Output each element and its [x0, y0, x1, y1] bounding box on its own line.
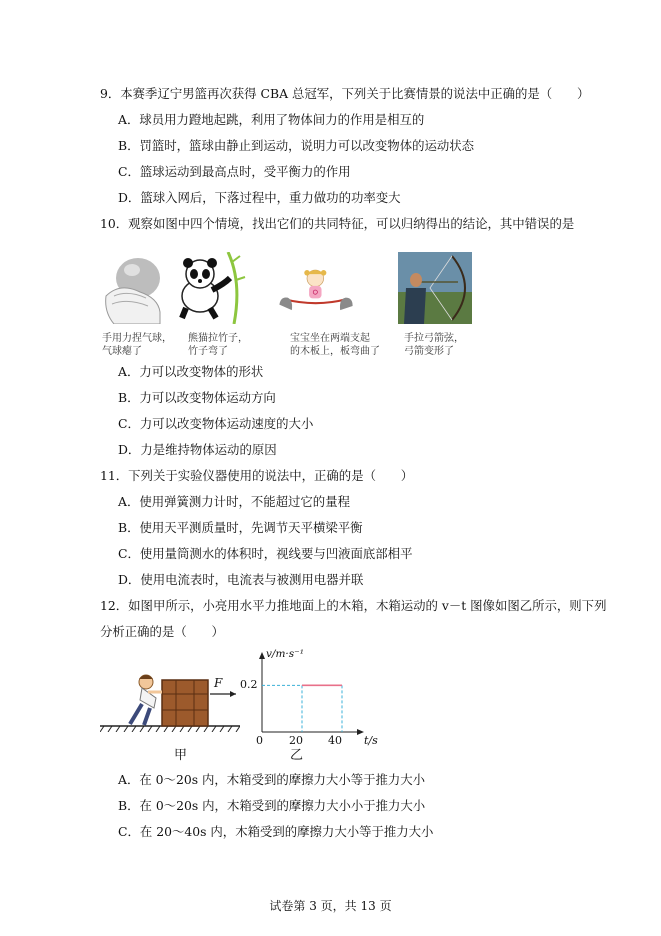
q9-option-d: D．篮球入网后，下落过程中，重力做功的功率变大 — [118, 190, 401, 205]
fig-left-label: 甲 — [174, 748, 188, 763]
fig-right-label: 乙 — [290, 748, 304, 763]
baby-plank-image — [278, 252, 354, 324]
caption-3-line1: 宝宝坐在两端支起 — [290, 333, 370, 344]
q11-option-c: C．使用量筒测水的体积时，视线要与凹液面底部相平 — [118, 546, 413, 561]
q11-option-b: B．使用天平测质量时，先调节天平横梁平衡 — [118, 520, 363, 535]
q9-option-b: B．罚篮时，篮球由静止到运动，说明力可以改变物体的运动状态 — [118, 138, 475, 153]
x-tick-40: 40 — [328, 734, 342, 747]
caption-2-line1: 熊猫拉竹子， — [188, 333, 248, 344]
q9-option-a: A．球员用力蹬地起跳，利用了物体间力的作用是相互的 — [118, 112, 425, 127]
x-tick-20: 20 — [289, 734, 303, 747]
page-footer: 试卷第 3 页，共 13 页 — [269, 899, 392, 913]
q12-option-b: B．在 0～20s 内，木箱受到的摩擦力大小小于推力大小 — [118, 798, 426, 813]
archer-bow-image — [398, 252, 472, 324]
chart-ylabel: v/m·s⁻¹ — [266, 648, 304, 660]
y-tick-0.2: 0.2 — [240, 678, 258, 691]
q10-option-a: A．力可以改变物体的形状 — [118, 364, 264, 379]
caption-2-line2: 竹子弯了 — [188, 346, 228, 357]
q11-stem: 11．下列关于实验仪器使用的说法中，正确的是（ ） — [100, 468, 414, 483]
caption-1-line1: 手用力捏气球， — [102, 333, 172, 344]
q10-stem: 10．观察如图中四个情境，找出它们的共同特征，可以归纳得出的结论，其中错误的是 — [100, 216, 575, 231]
q9-stem: 9．本赛季辽宁男篮再次获得 CBA 总冠军，下列关于比赛情景的说法中正确的是（ ） — [100, 86, 590, 101]
q10-option-d: D．力是维持物体运动的原因 — [118, 442, 277, 457]
q12-stem-line1: 12．如图甲所示，小亮用水平力推地面上的木箱，木箱运动的 v－t 图像如图乙所示，则下列 — [100, 598, 607, 613]
caption-4-line1: 手拉弓箭弦， — [404, 333, 464, 344]
force-label: F — [214, 676, 223, 690]
caption-1-line2: 气球瘪了 — [102, 346, 142, 357]
balloon-squeeze-image — [100, 252, 176, 324]
caption-3-line2: 的木板上，板弯曲了 — [290, 346, 380, 357]
chart-xlabel: t/s — [364, 734, 378, 747]
caption-4-line2: 弓箭变形了 — [404, 346, 454, 357]
x-tick-0: 0 — [256, 734, 263, 747]
q11-option-d: D．使用电流表时，电流表与被测用电器并联 — [118, 572, 364, 587]
q12-option-c: C．在 20～40s 内，木箱受到的摩擦力大小等于推力大小 — [118, 824, 434, 839]
q11-option-a: A．使用弹簧测力计时，不能超过它的量程 — [118, 494, 350, 509]
q10-option-b: B．力可以改变物体运动方向 — [118, 390, 276, 405]
panda-bamboo-image — [176, 252, 252, 324]
q12-option-a: A．在 0～20s 内，木箱受到的摩擦力大小等于推力大小 — [118, 772, 426, 787]
q9-option-c: C．篮球运动到最高点时，受平衡力的作用 — [118, 164, 351, 179]
q12-stem-line2: 分析正确的是（ ） — [100, 624, 224, 639]
q10-option-c: C．力可以改变物体运动速度的大小 — [118, 416, 314, 431]
